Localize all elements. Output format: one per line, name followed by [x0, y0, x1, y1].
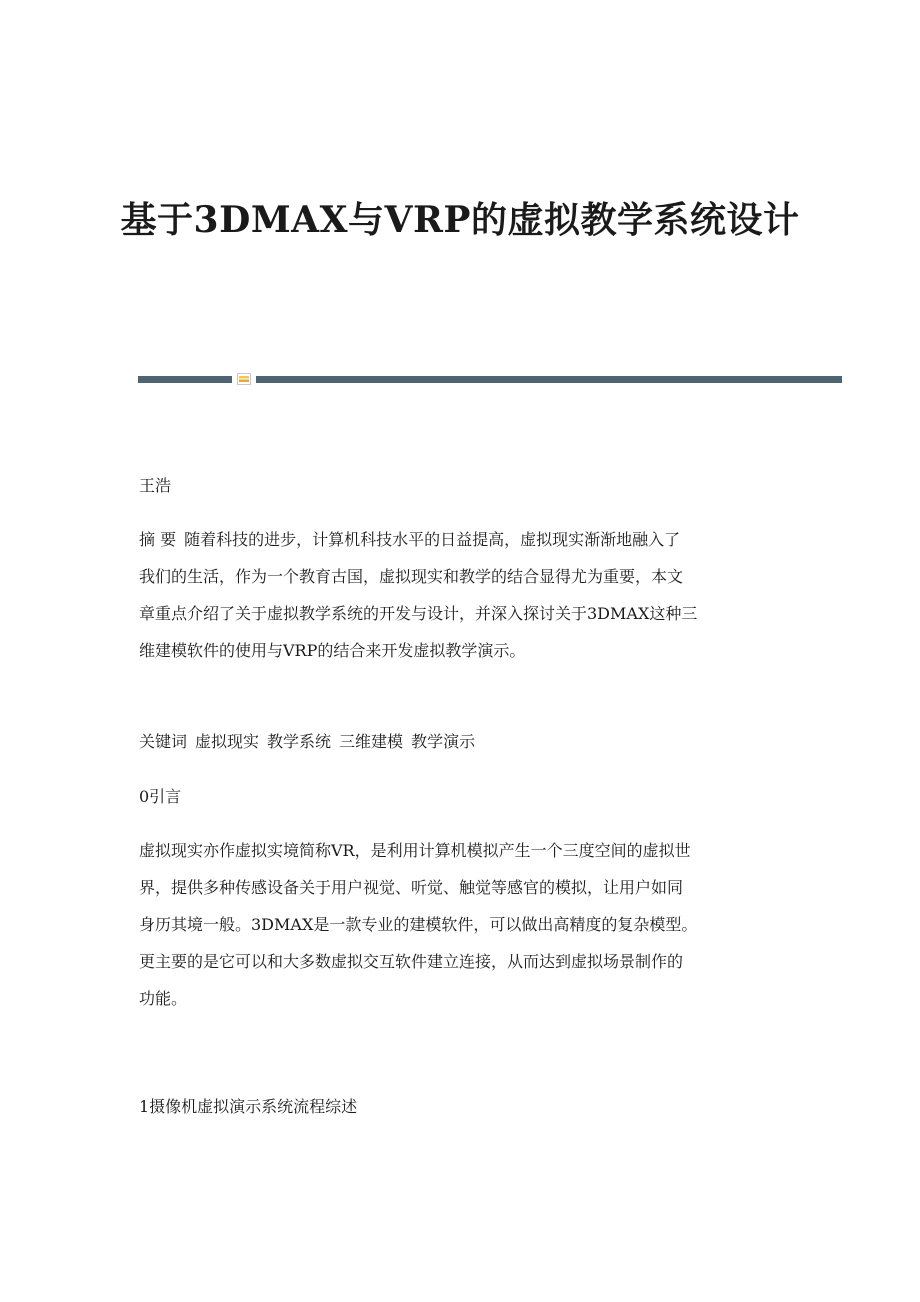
abstract-paragraph	[139, 521, 779, 669]
keyword: 教学系统	[267, 732, 332, 751]
divider-bar-right	[256, 376, 842, 383]
abstract-line-4: 维建模软件的使用与VRP的结合来开发虚拟教学演示。	[139, 641, 526, 660]
document-title: 基于3DMAX与VRP的虚拟教学系统设计	[120, 199, 800, 241]
keyword: 虚拟现实	[195, 732, 260, 751]
keywords-label: 关键词	[139, 732, 188, 751]
intro-line-2: 界，提供多种传感设备关于用户视觉、听觉、触觉等感官的模拟，让用户如同	[139, 878, 684, 897]
intro-line-1: 虚拟现实亦作虚拟实境简称VR，是利用计算机模拟产生一个三度空间的虚拟世	[139, 841, 691, 860]
intro-line-4: 更主要的是它可以和大多数虚拟交互软件建立连接，从而达到虚拟场景制作的	[139, 952, 684, 971]
keyword: 教学演示	[411, 732, 476, 751]
title-divider	[138, 373, 842, 385]
abstract-line-1	[139, 521, 779, 558]
section-heading-1: 1摄像机虚拟演示系统流程综述	[139, 1097, 358, 1116]
abstract-text-1: 随着科技的进步，计算机科技水平的日益提高，虚拟现实渐渐地融入了	[184, 530, 681, 549]
keywords-line	[139, 723, 779, 760]
author-name: 王浩	[139, 476, 172, 495]
keyword: 三维建模	[339, 732, 404, 751]
abstract-line-3: 章重点介绍了关于虚拟教学系统的开发与设计，并深入探讨关于3DMAX这种三	[139, 604, 698, 623]
abstract-label: 摘 要	[139, 530, 177, 549]
divider-bar-left	[138, 376, 232, 383]
introduction-paragraph	[139, 832, 779, 1017]
intro-line-5: 功能。	[139, 989, 188, 1008]
abstract-line-2: 我们的生活，作为一个教育古国，虚拟现实和教学的结合显得尤为重要，本文	[139, 567, 684, 586]
divider-ornament-icon	[237, 373, 251, 385]
intro-line-3: 身历其境一般。3DMAX是一款专业的建模软件，可以做出高精度的复杂模型。	[139, 915, 698, 934]
section-heading-introduction: 0引言	[139, 787, 182, 806]
